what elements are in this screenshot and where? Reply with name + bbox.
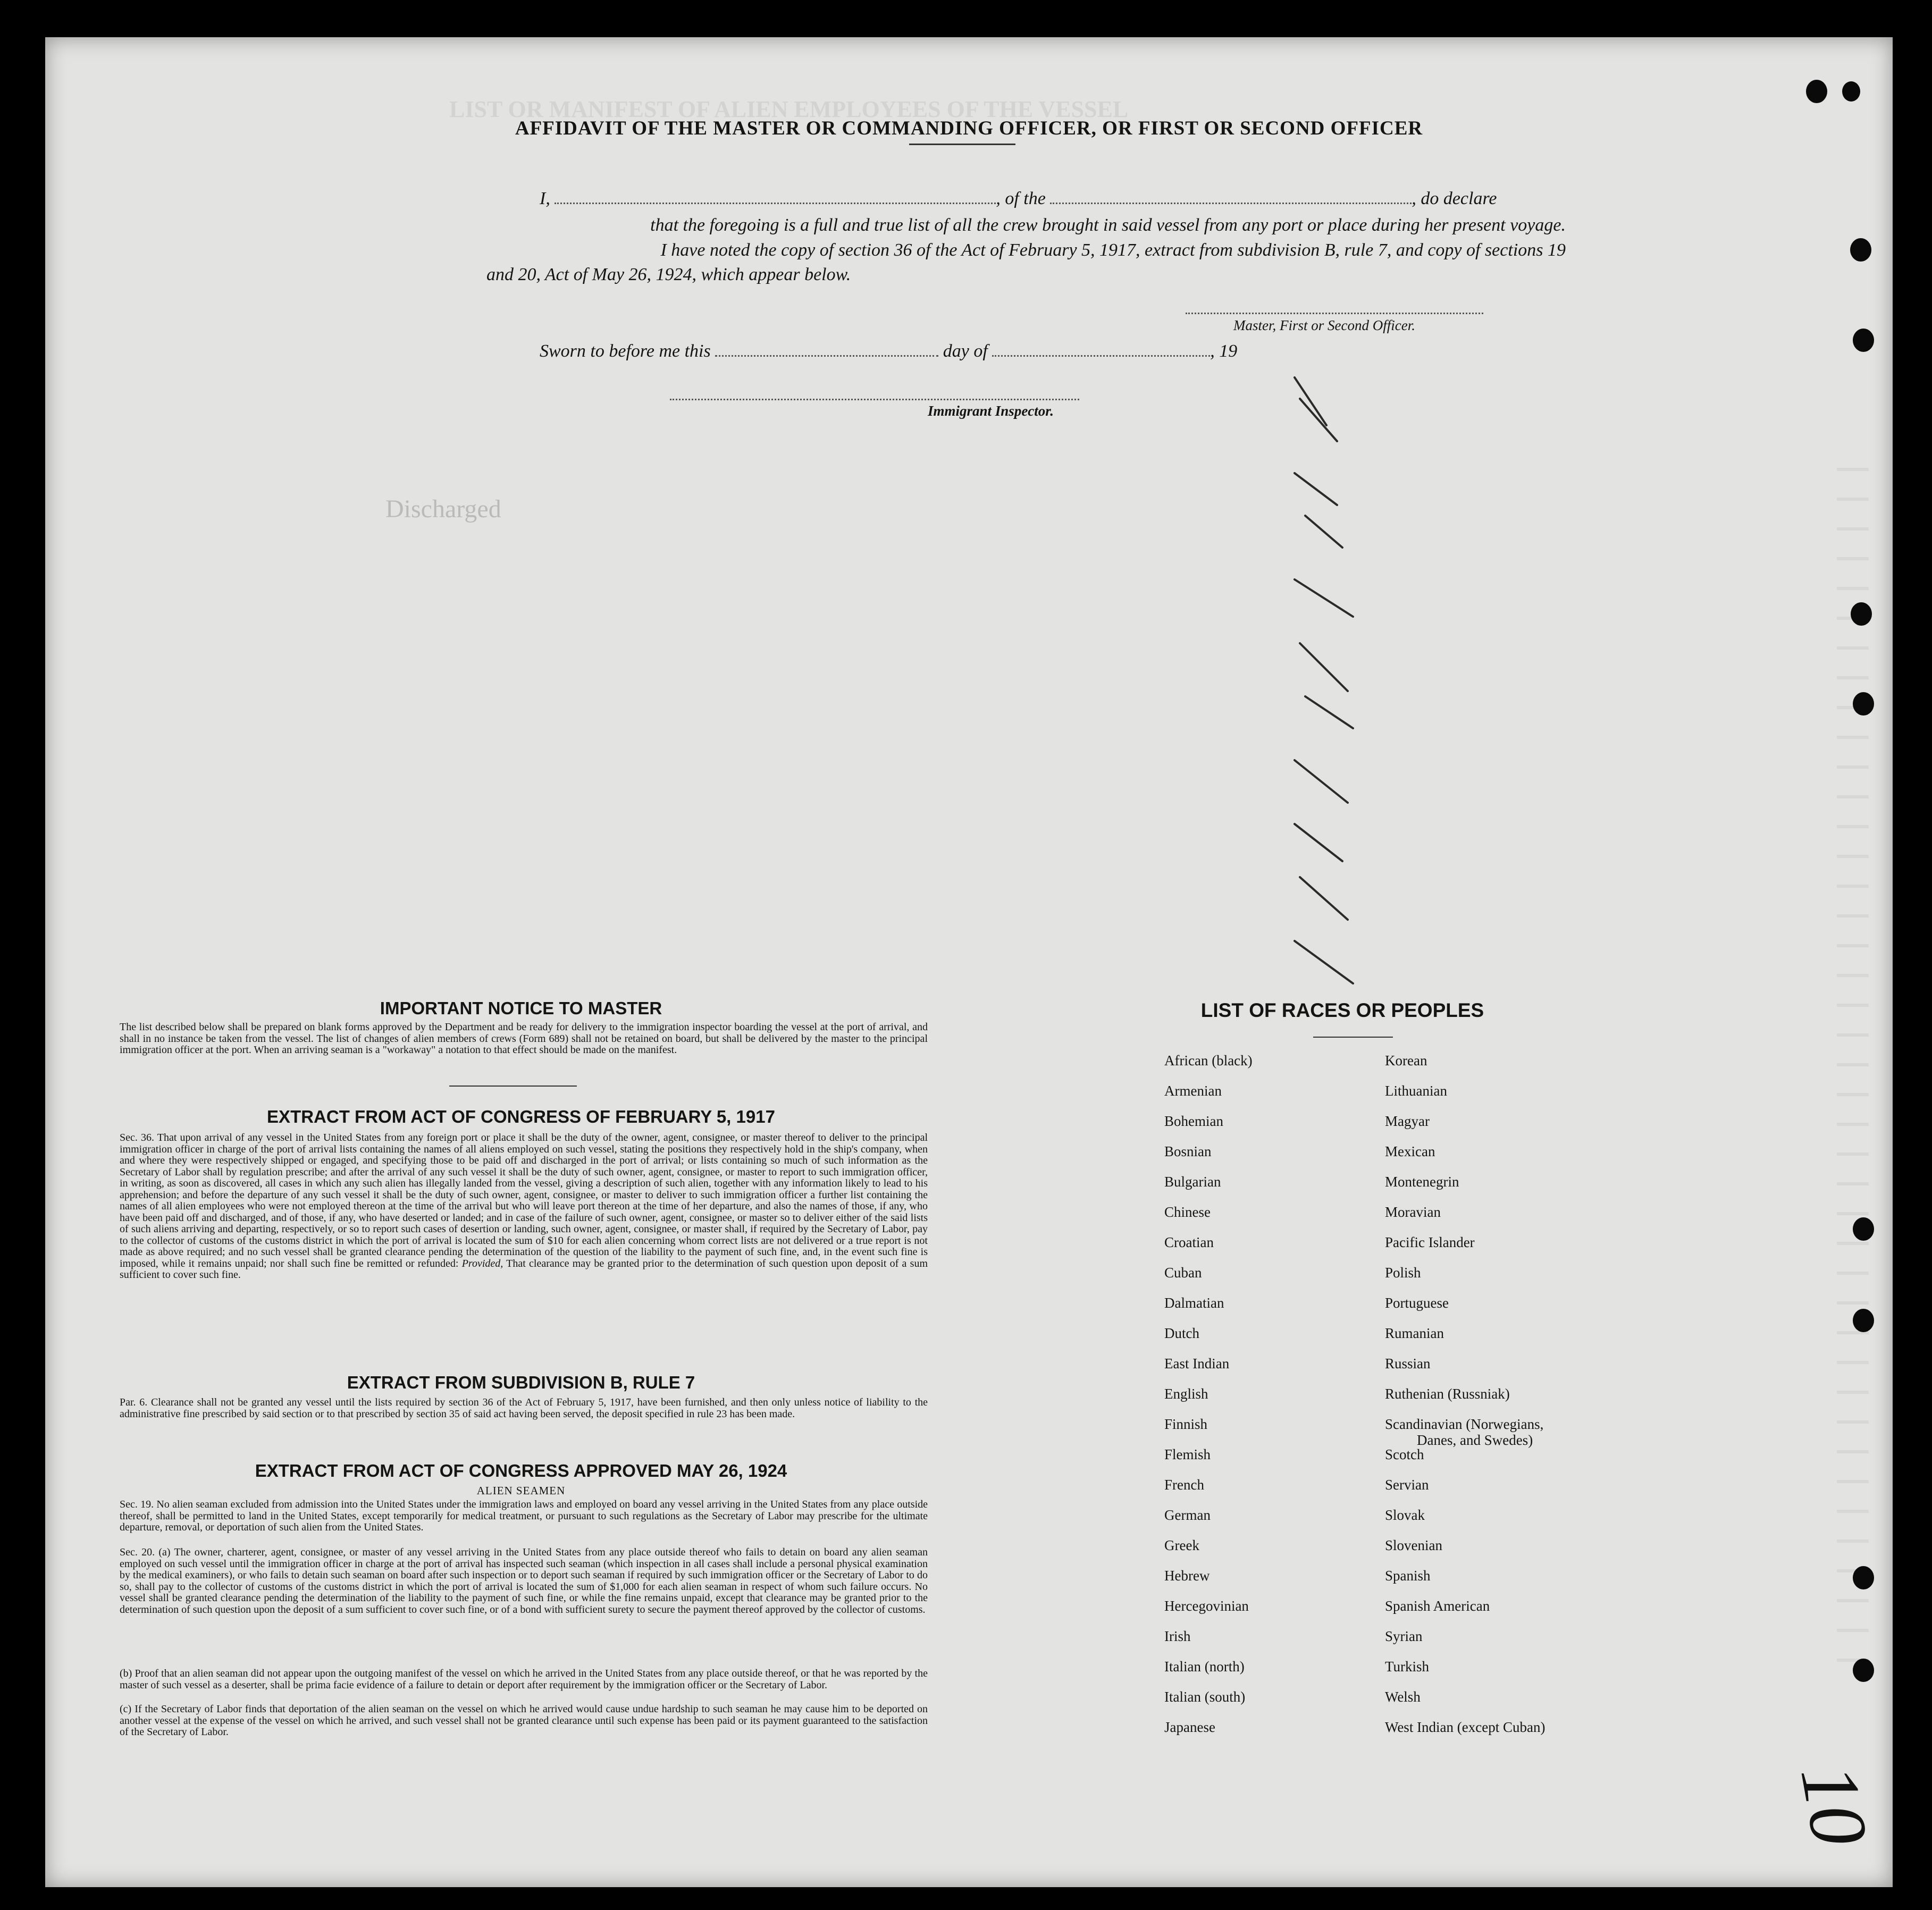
race-item: Servian bbox=[1385, 1477, 1429, 1493]
master-signature-line[interactable] bbox=[1186, 313, 1483, 314]
race-item: Finnish bbox=[1164, 1416, 1208, 1432]
race-item: Korean bbox=[1385, 1053, 1427, 1068]
races-divider bbox=[1313, 1037, 1393, 1038]
race-item: French bbox=[1164, 1477, 1204, 1493]
sworn-month-field[interactable] bbox=[992, 355, 1210, 357]
race-item: Greek bbox=[1164, 1537, 1199, 1553]
races-left-column bbox=[1164, 1053, 1253, 1749]
notice-text: The list described below shall be prepared on blank forms approved by the Department and be ready for delivery to the immigration inspector boarding the vessel at the port of arrival, and shall in no instance be taken from the vessel. The list of changes of alien members of crews (Form 689) shall not be retained on board, but shall be delivered by the master to the principal immigration officer at the port. When an arriving seaman is a "workaway" a notation to that effect should be made on the manifest. bbox=[120, 1021, 928, 1056]
race-item: Ruthenian (Russniak) bbox=[1385, 1386, 1510, 1402]
race-item: Flemish bbox=[1164, 1446, 1211, 1462]
affidavit-title: AFFIDAVIT OF THE MASTER OR COMMANDING OFFICER, OR FIRST OR SECOND OFFICER bbox=[515, 117, 1423, 139]
show-through-discharged: Discharged bbox=[385, 495, 501, 523]
race-item: Magyar bbox=[1385, 1113, 1430, 1129]
punch-hole bbox=[1853, 1566, 1874, 1589]
vessel-field[interactable] bbox=[1050, 203, 1412, 204]
race-item: Slovak bbox=[1385, 1507, 1425, 1523]
race-item: Hercegovinian bbox=[1164, 1598, 1249, 1614]
act-1917-proviso: Provided, bbox=[461, 1257, 503, 1269]
race-item: Syrian bbox=[1385, 1628, 1423, 1644]
race-item: Scotch bbox=[1385, 1446, 1424, 1462]
declaration-i: I, bbox=[540, 189, 550, 208]
race-item: Pacific Islander bbox=[1385, 1234, 1475, 1250]
act-1924-sec19: Sec. 19. No alien seaman excluded from admission into the United States under the immigration laws and employed on board any vessel arriving in the United States from any place outside thereof, shall be permitted to land in the United States, except temporarily for medical treatment, or pursuant to such regulations as the Secretary of Labor may prescribe for the ultimate departure, removal, or deportation of such alien from the United States. bbox=[120, 1499, 928, 1533]
act-1924-sec20a: Sec. 20. (a) The owner, charterer, agent, consignee, or master of any vessel arriving in the United States from any place outside thereof who fails to detain on board any alien seaman employed on such vessel until the immigration officer in charge at the port of arrival has inspected such seaman (which inspection in all cases shall include a personal physical examination by the medical examiners), or who fails to detain such seaman on board after such inspection or to deport such seaman if required by such immigration officer or the Secretary of Labor to do so, shall pay to the collector of customs of the customs district in which the port of arrival is located the sum of $1,000 for each alien seaman in respect of whom such failure occurs. No vessel shall be granted clearance pending the determination of the liability to the payment of such fine, or while the fine remains unpaid, except that clearance may be granted prior to the determination of such question upon the deposit of a sum sufficient to cover such fine, or of a bond with sufficient surety to secure the payment thereof approved by the collector of customs. bbox=[120, 1546, 928, 1615]
pencil-marks bbox=[1215, 367, 1417, 1037]
master-signature-label: Master, First or Second Officer. bbox=[1233, 317, 1415, 333]
race-item: German bbox=[1164, 1507, 1211, 1523]
declaration-line bbox=[540, 189, 1497, 209]
race-scandinavian-continuation: Danes, and Swedes) bbox=[1417, 1432, 1533, 1448]
race-item: Chinese bbox=[1164, 1204, 1211, 1220]
title-divider bbox=[909, 144, 1015, 145]
race-item: English bbox=[1164, 1386, 1208, 1402]
act-1924-title: EXTRACT FROM ACT OF CONGRESS APPROVED MAY 26, 1924 bbox=[255, 1461, 787, 1480]
race-item: Japanese bbox=[1164, 1719, 1215, 1735]
race-item: Cuban bbox=[1164, 1265, 1202, 1281]
declaration-body-1: that the foregoing is a full and true list of all the crew brought in said vessel from any port or place during her present voyage. bbox=[650, 215, 1566, 235]
inspector-signature-label: Immigrant Inspector. bbox=[928, 403, 1054, 419]
punch-hole bbox=[1851, 602, 1872, 626]
race-item: Moravian bbox=[1385, 1204, 1441, 1220]
act-1917-body-end: That clearance may be granted prior to the determination of such question upon deposit of a sum sufficient to cover such fine. bbox=[120, 1257, 928, 1281]
race-item: Spanish American bbox=[1385, 1598, 1490, 1614]
races-title: LIST OF RACES OR PEOPLES bbox=[1200, 999, 1484, 1021]
race-item: Russian bbox=[1385, 1356, 1431, 1372]
race-item: Bosnian bbox=[1164, 1143, 1212, 1159]
declare-label: , do declare bbox=[1412, 189, 1497, 208]
notice-title: IMPORTANT NOTICE TO MASTER bbox=[380, 998, 662, 1018]
divider bbox=[449, 1086, 577, 1087]
inspector-signature-line[interactable] bbox=[670, 399, 1079, 400]
punch-hole bbox=[1853, 692, 1874, 716]
race-item: Portuguese bbox=[1385, 1295, 1449, 1311]
act-1924-sec20b: (b) Proof that an alien seaman did not appear upon the outgoing manifest of the vessel on which he arrived in the United States from any place outside thereof, or that he was reported by the master of such vessel as a deserter, shall be prima facie evidence of a failure to detain or deport after requirement by the immigration officer or the Secretary of Labor. bbox=[120, 1668, 928, 1691]
punch-hole bbox=[1850, 238, 1871, 262]
punch-hole bbox=[1853, 329, 1874, 352]
race-item: Polish bbox=[1385, 1265, 1421, 1281]
race-item: Turkish bbox=[1385, 1659, 1430, 1675]
act-1917-title: EXTRACT FROM ACT OF CONGRESS OF FEBRUARY 5, 1917 bbox=[267, 1107, 775, 1126]
race-item: Montenegrin bbox=[1385, 1174, 1459, 1190]
race-item: Armenian bbox=[1164, 1083, 1222, 1099]
punch-hole bbox=[1853, 1217, 1874, 1241]
race-item: Croatian bbox=[1164, 1234, 1214, 1250]
declaration-body-3: and 20, Act of May 26, 1924, which appear below. bbox=[486, 265, 851, 284]
race-item: Irish bbox=[1164, 1628, 1191, 1644]
race-item: Lithuanian bbox=[1385, 1083, 1447, 1099]
race-item: Italian (north) bbox=[1164, 1659, 1245, 1675]
race-item: Bohemian bbox=[1164, 1113, 1223, 1129]
name-field[interactable] bbox=[555, 203, 996, 204]
handwritten-page-number: 10 bbox=[1784, 1758, 1885, 1853]
punch-hole bbox=[1853, 1309, 1874, 1332]
race-item: Mexican bbox=[1385, 1143, 1435, 1159]
race-item: Bulgarian bbox=[1164, 1174, 1221, 1190]
race-item: African (black) bbox=[1164, 1053, 1253, 1068]
race-item: Scandinavian (Norwegians, bbox=[1385, 1416, 1544, 1432]
race-item: Dalmatian bbox=[1164, 1295, 1224, 1311]
race-item: Dutch bbox=[1164, 1325, 1199, 1341]
race-item: Rumanian bbox=[1385, 1325, 1444, 1341]
of-the-label: , of the bbox=[996, 189, 1046, 208]
race-item: West Indian (except Cuban) bbox=[1385, 1719, 1545, 1735]
punch-hole bbox=[1853, 1659, 1874, 1682]
act-1917-body: Sec. 36. That upon arrival of any vessel in the United States from any foreign port or place it shall be the duty of the owner, agent, consignee, or master thereof to deliver to the principal immigration officer in charge of the port of arrival lists containing the names of all aliens employed on such vessel, stating the positions they respectively hold in the ship's company, when and where they were respectively shipped or engaged, and specifying those to be paid off and discharged in the port of arrival; or lists containing so much of such information as the Secretary of Labor shall by regulation prescribe; and after the arrival of any such vessel it shall be the duty of such owner, agent, consignee, or master to report to such immigration officer, in writing, as soon as discovered, all cases in which any such alien has illegally landed from the vessel, giving a description of such alien, together with any information likely to lead to his apprehension; and before the departure of any such vessel it shall be the duty of such owner, agent, consignee, or master to deliver to such immigration officer a further list containing the names of all alien employees who were not employed thereon at the time of the arrival but who will leave port thereon at the time of her departure, and also the names of those, if any, who have been paid off and discharged, and of those, if any, who have deserted or landed; and in case of the failure of such owner, agent, consignee, or master so to deliver either of the said lists of such aliens arriving and departing, respectively, or so to report such cases of desertion or landing, such owner, agent, consignee, or master shall, if required by the Secretary of Labor, pay to the collector of customs of the customs district in which the port of arrival is located the sum of $10 for each alien concerning whom correct lists are not delivered or a true report is not made as above required; and no such vessel shall be granted clearance pending the determination of the question of the liability to the payment of such fine, and, in the event such fine is imposed, while it remains unpaid; nor shall such fine be remitted or refunded: bbox=[120, 1132, 928, 1269]
sworn-line bbox=[540, 341, 1237, 361]
race-item: Spanish bbox=[1385, 1568, 1431, 1584]
race-item: Welsh bbox=[1385, 1689, 1421, 1705]
act-1917-text bbox=[120, 1132, 928, 1281]
declaration-body-2: I have noted the copy of section 36 of the Act of February 5, 1917, extract from subdivision B, rule 7, and copy of sections 19 bbox=[660, 240, 1566, 260]
rule7-title: EXTRACT FROM SUBDIVISION B, RULE 7 bbox=[347, 1373, 695, 1392]
act-1924-subtitle: ALIEN SEAMEN bbox=[476, 1484, 566, 1497]
races-right-column bbox=[1385, 1053, 1545, 1749]
sworn-label: Sworn to before me this bbox=[540, 341, 711, 361]
manifest-page bbox=[45, 37, 1893, 1887]
race-item: Italian (south) bbox=[1164, 1689, 1246, 1705]
act-1924-sec20c: (c) If the Secretary of Labor finds that deportation of the alien seaman on the vessel on which he arrived would cause undue hardship to such seaman he may cause him to be deported on another vessel at the expense of the vessel on which he arrived, and such vessel shall not be granted clearance until such expense has been paid or its payment guaranteed to the satisfaction of the Secretary of Labor. bbox=[120, 1703, 928, 1738]
day-of-label: day of bbox=[943, 341, 988, 361]
sworn-day-field[interactable] bbox=[715, 355, 938, 357]
race-item: Slovenian bbox=[1385, 1537, 1442, 1553]
race-item: East Indian bbox=[1164, 1356, 1230, 1372]
punch-hole bbox=[1806, 80, 1827, 103]
punch-hole bbox=[1842, 81, 1860, 102]
rule7-text: Par. 6. Clearance shall not be granted any vessel until the lists required by section 36 of the Act of February 5, 1917, have been furnished, and then only unless notice of liability to the administrative fine prescribed by said section or to that prescribed by section 35 of said act having been served, the deposit specified in rule 23 has been made. bbox=[120, 1396, 928, 1420]
year-label: , 19 bbox=[1210, 341, 1238, 361]
show-through-header: LIST OR MANIFEST OF ALIEN EMPLOYEES OF THE VESSEL bbox=[449, 96, 1129, 122]
race-item: Hebrew bbox=[1164, 1568, 1210, 1584]
